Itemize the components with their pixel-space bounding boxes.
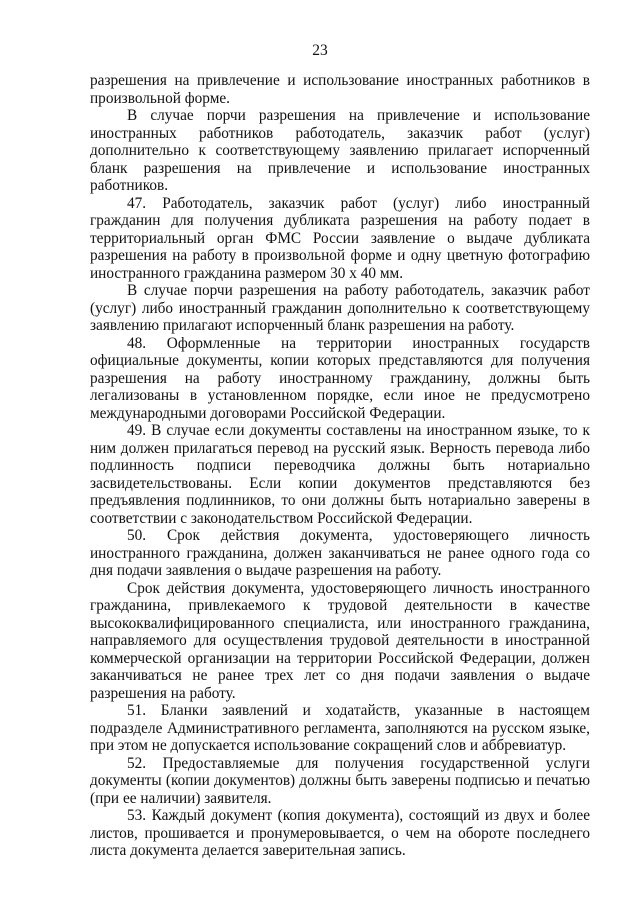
paragraph-48: 48. Оформленные на территории иностранных государств официальные документы, копии которых представляются для получения разрешения на работу иностранному гражданину, должны быть легализованы в установленном порядке, если иное не предусмотрено международными договорами Российской Федерации. — [90, 334, 590, 422]
paragraph-continuation: разрешения на привлечение и использование иностранных работников в произвольной форме. — [90, 72, 590, 107]
paragraph-51: 51. Бланки заявлений и ходатайств, указанные в настоящем подразделе Административного регламента, заполняются на русском языке, при этом не допускается использование сокращений слов и аббревиатур. — [90, 702, 590, 754]
paragraph-damaged-work-permit: В случае порчи разрешения на работу работодатель, заказчик работ (услуг) либо иностранный гражданин дополнительно к соответствующему заявлению прилагают испорченный бланк разрешения на работу. — [90, 282, 590, 334]
paragraph-53: 53. Каждый документ (копия документа), состоящий из двух и более листов, прошивается и пронумеровывается, о чем на обороте последнего листа документа делается заверительная запись. — [90, 807, 590, 859]
paragraph-49: 49. В случае если документы составлены на иностранном языке, то к ним должен прилагаться перевод на русский язык. Верность перевода либо подлинность подписи переводчика должны быть нотариально засвидетельствованы. Если копии документов представляются без предъявления подлинников, то они должны быть нотариально заверены в соответствии с законодательством Российской Федерации. — [90, 422, 590, 527]
paragraph-47: 47. Работодатель, заказчик работ (услуг) либо иностранный гражданин для получения дубликата разрешения на работу подает в территориальный орган ФМС России заявление о выдаче дубликата разрешения на работу в произвольной форме и одну цветную фотографию иностранного гражданина размером 30 х 40 мм. — [90, 194, 590, 282]
document-body — [90, 72, 590, 860]
page-number: 23 — [312, 42, 328, 59]
paragraph-50: 50. Срок действия документа, удостоверяющего личность иностранного гражданина, должен заканчиваться не ранее одного года со дня подачи заявления о выдаче разрешения на работу. — [90, 527, 590, 579]
paragraph-damaged-permit-attraction: В случае порчи разрешения на привлечение и использование иностранных работников работодатель, заказчик работ (услуг) дополнительно к соответствующему заявлению прилагает испорченный бланк разрешения на привлечение и использование иностранных работников. — [90, 107, 590, 194]
paragraph-50-specialist: Срок действия документа, удостоверяющего личность иностранного гражданина, привлекаемого к трудовой деятельности в качестве высококвалифицированного специалиста, или иностранного гражданина, направляемого для осуществления трудовой деятельности в иностранной коммерческой организации на территории Российской Федерации, должен заканчиваться не ранее трех лет со дня подачи заявления о выдаче разрешения на работу. — [90, 579, 590, 702]
paragraph-52: 52. Предоставляемые для получения государственной услуги документы (копии документов) должны быть заверены подписью и печатью (при ее наличии) заявителя. — [90, 754, 590, 807]
